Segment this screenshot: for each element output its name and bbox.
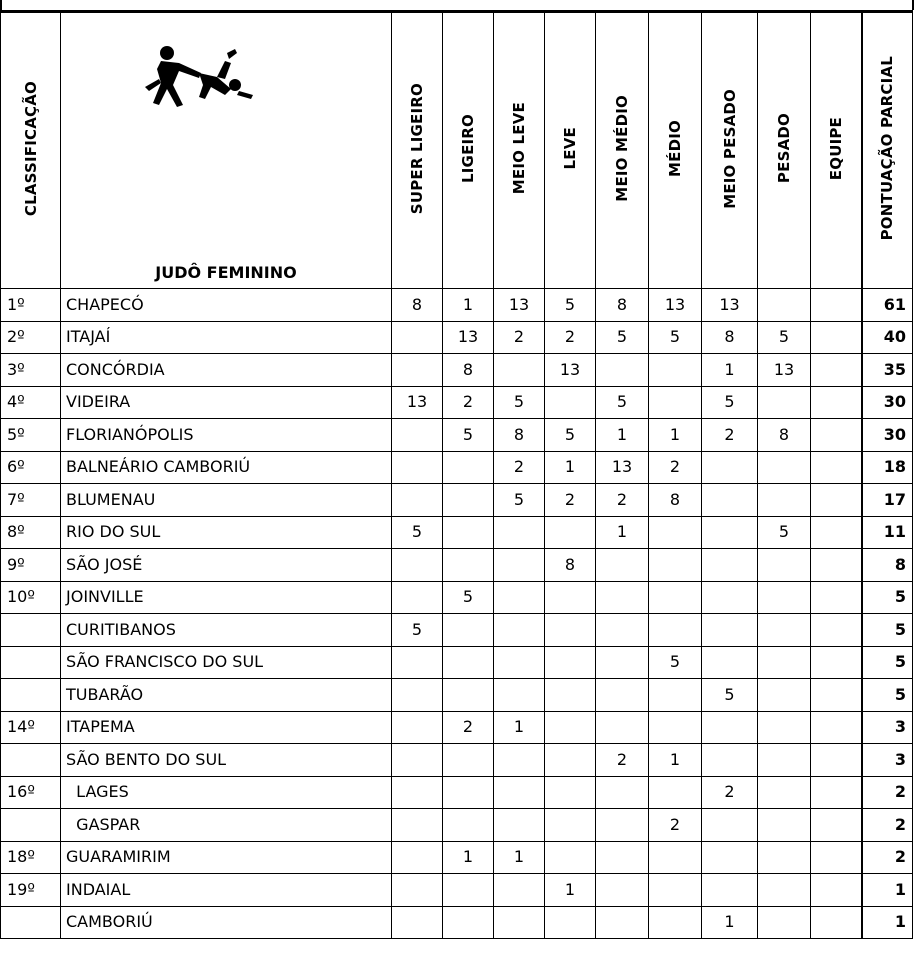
score-cell [811, 711, 862, 744]
score-cell: 5 [758, 321, 811, 354]
score-cell: 1 [443, 289, 494, 322]
total-cell: 30 [862, 386, 913, 419]
total-cell: 18 [862, 451, 913, 484]
score-cell [596, 354, 649, 387]
total-cell: 61 [862, 289, 913, 322]
score-cell [811, 419, 862, 452]
score-cell: 5 [545, 419, 596, 452]
table-row [1, 484, 913, 517]
total-cell: 5 [862, 646, 913, 679]
score-cell [443, 809, 494, 842]
score-cell [758, 711, 811, 744]
score-cell [443, 776, 494, 809]
score-cell: 1 [494, 711, 545, 744]
score-cell: 1 [596, 516, 649, 549]
score-cell [494, 646, 545, 679]
score-cell: 13 [392, 386, 443, 419]
score-cell: 2 [545, 484, 596, 517]
score-cell [649, 874, 702, 907]
team-cell: INDAIAL [61, 874, 392, 907]
score-cell: 8 [494, 419, 545, 452]
total-cell: 5 [862, 614, 913, 647]
score-cell: 2 [702, 419, 758, 452]
score-cell: 13 [758, 354, 811, 387]
classification-header [1, 12, 61, 289]
score-cell [811, 354, 862, 387]
score-cell: 1 [443, 841, 494, 874]
cat-header-equipe [811, 12, 862, 289]
total-cell: 30 [862, 419, 913, 452]
rank-cell: 16º [1, 776, 61, 809]
score-cell: 13 [494, 289, 545, 322]
total-cell: 3 [862, 744, 913, 777]
score-cell [494, 906, 545, 939]
cat-label: MEIO PESADO [720, 88, 739, 209]
rank-cell: 3º [1, 354, 61, 387]
score-cell: 5 [443, 581, 494, 614]
cat-label: MEIO LEVE [510, 102, 528, 195]
score-cell: 2 [596, 744, 649, 777]
cat-label: LIGEIRO [459, 114, 477, 183]
score-cell [811, 484, 862, 517]
score-cell [811, 646, 862, 679]
score-cell: 2 [649, 809, 702, 842]
score-cell [443, 451, 494, 484]
table-row [1, 386, 913, 419]
score-cell: 2 [596, 484, 649, 517]
score-cell [545, 841, 596, 874]
score-cell: 8 [702, 321, 758, 354]
score-cell [811, 516, 862, 549]
score-cell [392, 906, 443, 939]
header-row [1, 12, 913, 289]
score-cell [702, 711, 758, 744]
score-cell [545, 809, 596, 842]
score-cell [649, 711, 702, 744]
score-cell [649, 581, 702, 614]
score-cell [811, 906, 862, 939]
score-cell [758, 451, 811, 484]
team-cell: CONCÓRDIA [61, 354, 392, 387]
score-cell [596, 646, 649, 679]
score-cell [649, 906, 702, 939]
score-cell [545, 614, 596, 647]
score-cell [443, 484, 494, 517]
score-cell [443, 744, 494, 777]
total-cell: 11 [862, 516, 913, 549]
score-cell [494, 776, 545, 809]
score-cell [545, 679, 596, 712]
score-cell [596, 809, 649, 842]
score-cell: 5 [443, 419, 494, 452]
score-cell [443, 646, 494, 679]
cat-label: MEIO MÉDIO [613, 95, 631, 202]
score-cell [758, 386, 811, 419]
rank-cell: 10º [1, 581, 61, 614]
score-cell: 1 [702, 906, 758, 939]
score-cell [596, 874, 649, 907]
score-cell [545, 776, 596, 809]
cat-header-meio-pesado [702, 12, 758, 289]
rank-cell [1, 906, 61, 939]
score-cell [702, 614, 758, 647]
score-cell [811, 451, 862, 484]
score-cell [811, 776, 862, 809]
rank-cell [1, 744, 61, 777]
score-cell [596, 906, 649, 939]
score-cell [596, 841, 649, 874]
team-cell: LAGES [61, 776, 392, 809]
team-cell: SÃO BENTO DO SUL [61, 744, 392, 777]
score-cell [392, 679, 443, 712]
sport-title: JUDÔ FEMININO [155, 263, 297, 282]
total-cell: 3 [862, 711, 913, 744]
cat-header-pesado [758, 12, 811, 289]
score-cell [596, 549, 649, 582]
sport-header [61, 12, 392, 289]
score-cell [702, 484, 758, 517]
score-cell: 13 [443, 321, 494, 354]
score-cell [392, 549, 443, 582]
score-cell: 2 [494, 451, 545, 484]
score-cell [758, 776, 811, 809]
rank-cell [1, 809, 61, 842]
score-cell [811, 809, 862, 842]
score-cell [392, 484, 443, 517]
score-cell: 1 [649, 744, 702, 777]
total-cell: 1 [862, 874, 913, 907]
table-row [1, 354, 913, 387]
score-cell: 2 [443, 711, 494, 744]
score-cell [494, 549, 545, 582]
score-cell [443, 906, 494, 939]
score-cell: 8 [649, 484, 702, 517]
score-cell [758, 581, 811, 614]
total-cell: 8 [862, 549, 913, 582]
score-cell: 13 [649, 289, 702, 322]
total-header [862, 12, 913, 289]
score-cell [392, 874, 443, 907]
rank-cell [1, 614, 61, 647]
score-cell: 5 [702, 679, 758, 712]
score-cell: 5 [545, 289, 596, 322]
score-cell [811, 744, 862, 777]
score-cell: 2 [494, 321, 545, 354]
rank-cell: 18º [1, 841, 61, 874]
total-cell: 35 [862, 354, 913, 387]
score-cell [494, 516, 545, 549]
score-cell: 2 [443, 386, 494, 419]
cat-label: EQUIPE [826, 116, 845, 181]
results-body [1, 289, 913, 939]
score-cell [392, 354, 443, 387]
score-cell [649, 776, 702, 809]
table-row [1, 451, 913, 484]
score-cell [443, 549, 494, 582]
total-cell: 5 [862, 679, 913, 712]
table-row [1, 809, 913, 842]
score-cell: 5 [392, 614, 443, 647]
score-cell: 2 [702, 776, 758, 809]
total-header-label: PONTUAÇÃO PARCIAL [878, 56, 897, 241]
score-cell [494, 874, 545, 907]
score-cell [392, 581, 443, 614]
score-cell [649, 679, 702, 712]
score-cell [702, 744, 758, 777]
score-cell: 1 [702, 354, 758, 387]
score-cell: 8 [443, 354, 494, 387]
score-cell [392, 809, 443, 842]
table-row [1, 289, 913, 322]
score-cell: 5 [494, 484, 545, 517]
cat-header-leve [545, 12, 596, 289]
table-row [1, 321, 913, 354]
score-cell [392, 451, 443, 484]
score-cell: 1 [545, 451, 596, 484]
score-cell [596, 581, 649, 614]
rank-cell: 2º [1, 321, 61, 354]
rank-cell [1, 679, 61, 712]
score-cell [702, 516, 758, 549]
total-cell: 5 [862, 581, 913, 614]
score-cell: 13 [545, 354, 596, 387]
score-cell [392, 744, 443, 777]
score-cell [758, 809, 811, 842]
score-cell [702, 581, 758, 614]
rank-cell: 5º [1, 419, 61, 452]
score-cell [811, 289, 862, 322]
rank-cell: 14º [1, 711, 61, 744]
score-cell [649, 354, 702, 387]
score-cell [443, 614, 494, 647]
cat-header-medio [649, 12, 702, 289]
team-cell: CAMBORIÚ [61, 906, 392, 939]
score-cell [811, 581, 862, 614]
score-cell: 5 [494, 386, 545, 419]
classification-header-label: CLASSIFICAÇÃO [21, 80, 40, 217]
table-row [1, 646, 913, 679]
team-cell: SÃO FRANCISCO DO SUL [61, 646, 392, 679]
score-cell [596, 614, 649, 647]
score-cell [596, 711, 649, 744]
team-cell: GUARAMIRIM [61, 841, 392, 874]
score-cell [702, 451, 758, 484]
table-row [1, 516, 913, 549]
score-cell [443, 874, 494, 907]
team-cell: ITAJAÍ [61, 321, 392, 354]
score-cell [494, 614, 545, 647]
score-cell [758, 679, 811, 712]
cat-header-meio-medio [596, 12, 649, 289]
score-cell [392, 646, 443, 679]
score-cell [758, 874, 811, 907]
score-cell [545, 386, 596, 419]
rank-cell: 6º [1, 451, 61, 484]
table-row [1, 549, 913, 582]
total-cell: 2 [862, 776, 913, 809]
score-cell [494, 581, 545, 614]
table-row [1, 679, 913, 712]
table-row [1, 841, 913, 874]
score-cell: 1 [545, 874, 596, 907]
score-cell [758, 289, 811, 322]
score-cell [811, 549, 862, 582]
score-cell [392, 321, 443, 354]
score-cell [702, 549, 758, 582]
score-cell [758, 614, 811, 647]
table-row [1, 711, 913, 744]
score-cell [758, 841, 811, 874]
table-row [1, 581, 913, 614]
score-cell [702, 841, 758, 874]
score-cell [494, 679, 545, 712]
top-border [0, 0, 914, 10]
score-cell [811, 614, 862, 647]
cat-label: SUPER LIGEIRO [408, 82, 426, 215]
score-cell [494, 744, 545, 777]
team-cell: GASPAR [61, 809, 392, 842]
score-cell [649, 549, 702, 582]
rank-cell: 4º [1, 386, 61, 419]
score-cell [811, 874, 862, 907]
team-cell: TUBARÃO [61, 679, 392, 712]
score-cell [392, 776, 443, 809]
score-cell [545, 711, 596, 744]
score-cell: 5 [596, 321, 649, 354]
total-cell: 40 [862, 321, 913, 354]
score-cell [596, 776, 649, 809]
rank-cell: 9º [1, 549, 61, 582]
score-cell [702, 874, 758, 907]
score-cell [494, 809, 545, 842]
cat-header-ligeiro [443, 12, 494, 289]
results-table [0, 10, 913, 939]
score-cell [649, 386, 702, 419]
score-cell: 8 [392, 289, 443, 322]
score-cell [392, 841, 443, 874]
table-row [1, 419, 913, 452]
score-cell: 1 [649, 419, 702, 452]
cat-header-meio-leve [494, 12, 545, 289]
score-cell: 5 [596, 386, 649, 419]
team-cell: BLUMENAU [61, 484, 392, 517]
rank-cell: 1º [1, 289, 61, 322]
table-row [1, 614, 913, 647]
total-cell: 2 [862, 809, 913, 842]
score-cell [649, 516, 702, 549]
score-cell: 2 [649, 451, 702, 484]
score-cell [545, 906, 596, 939]
total-cell: 1 [862, 906, 913, 939]
score-cell [811, 321, 862, 354]
score-cell [545, 744, 596, 777]
table-row [1, 744, 913, 777]
score-cell [494, 354, 545, 387]
score-cell [443, 679, 494, 712]
score-cell [811, 386, 862, 419]
table-row [1, 906, 913, 939]
score-cell [545, 646, 596, 679]
score-cell [758, 906, 811, 939]
score-cell [545, 516, 596, 549]
team-cell: CURITIBANOS [61, 614, 392, 647]
rank-cell: 8º [1, 516, 61, 549]
team-cell: CHAPECÓ [61, 289, 392, 322]
score-cell [649, 841, 702, 874]
score-cell [392, 419, 443, 452]
team-cell: BALNEÁRIO CAMBORIÚ [61, 451, 392, 484]
score-cell [443, 516, 494, 549]
score-cell [758, 549, 811, 582]
score-cell [702, 809, 758, 842]
cat-label: MÉDIO [666, 120, 684, 177]
team-cell: RIO DO SUL [61, 516, 392, 549]
score-cell: 5 [649, 646, 702, 679]
total-cell: 2 [862, 841, 913, 874]
team-cell: JOINVILLE [61, 581, 392, 614]
rank-cell: 7º [1, 484, 61, 517]
score-cell: 5 [392, 516, 443, 549]
score-cell: 13 [702, 289, 758, 322]
rank-cell: 19º [1, 874, 61, 907]
total-cell: 17 [862, 484, 913, 517]
score-cell: 5 [702, 386, 758, 419]
score-cell: 13 [596, 451, 649, 484]
cat-header-super-ligeiro [392, 12, 443, 289]
score-cell: 2 [545, 321, 596, 354]
score-cell [649, 614, 702, 647]
score-cell: 1 [494, 841, 545, 874]
score-cell: 1 [596, 419, 649, 452]
rank-cell [1, 646, 61, 679]
team-cell: SÃO JOSÉ [61, 549, 392, 582]
team-cell: ITAPEMA [61, 711, 392, 744]
score-cell: 5 [649, 321, 702, 354]
score-cell [545, 581, 596, 614]
judo-throw-icon [139, 43, 259, 113]
score-cell [596, 679, 649, 712]
score-cell [811, 679, 862, 712]
team-cell: VIDEIRA [61, 386, 392, 419]
score-cell: 5 [758, 516, 811, 549]
table-row [1, 874, 913, 907]
score-cell: 8 [596, 289, 649, 322]
score-cell [758, 744, 811, 777]
score-cell [702, 646, 758, 679]
score-cell [758, 646, 811, 679]
score-cell [811, 841, 862, 874]
cat-label: LEVE [561, 127, 579, 170]
score-cell: 8 [758, 419, 811, 452]
cat-label: PESADO [775, 113, 793, 184]
team-cell: FLORIANÓPOLIS [61, 419, 392, 452]
score-cell [758, 484, 811, 517]
score-cell: 8 [545, 549, 596, 582]
table-row [1, 776, 913, 809]
score-cell [392, 711, 443, 744]
